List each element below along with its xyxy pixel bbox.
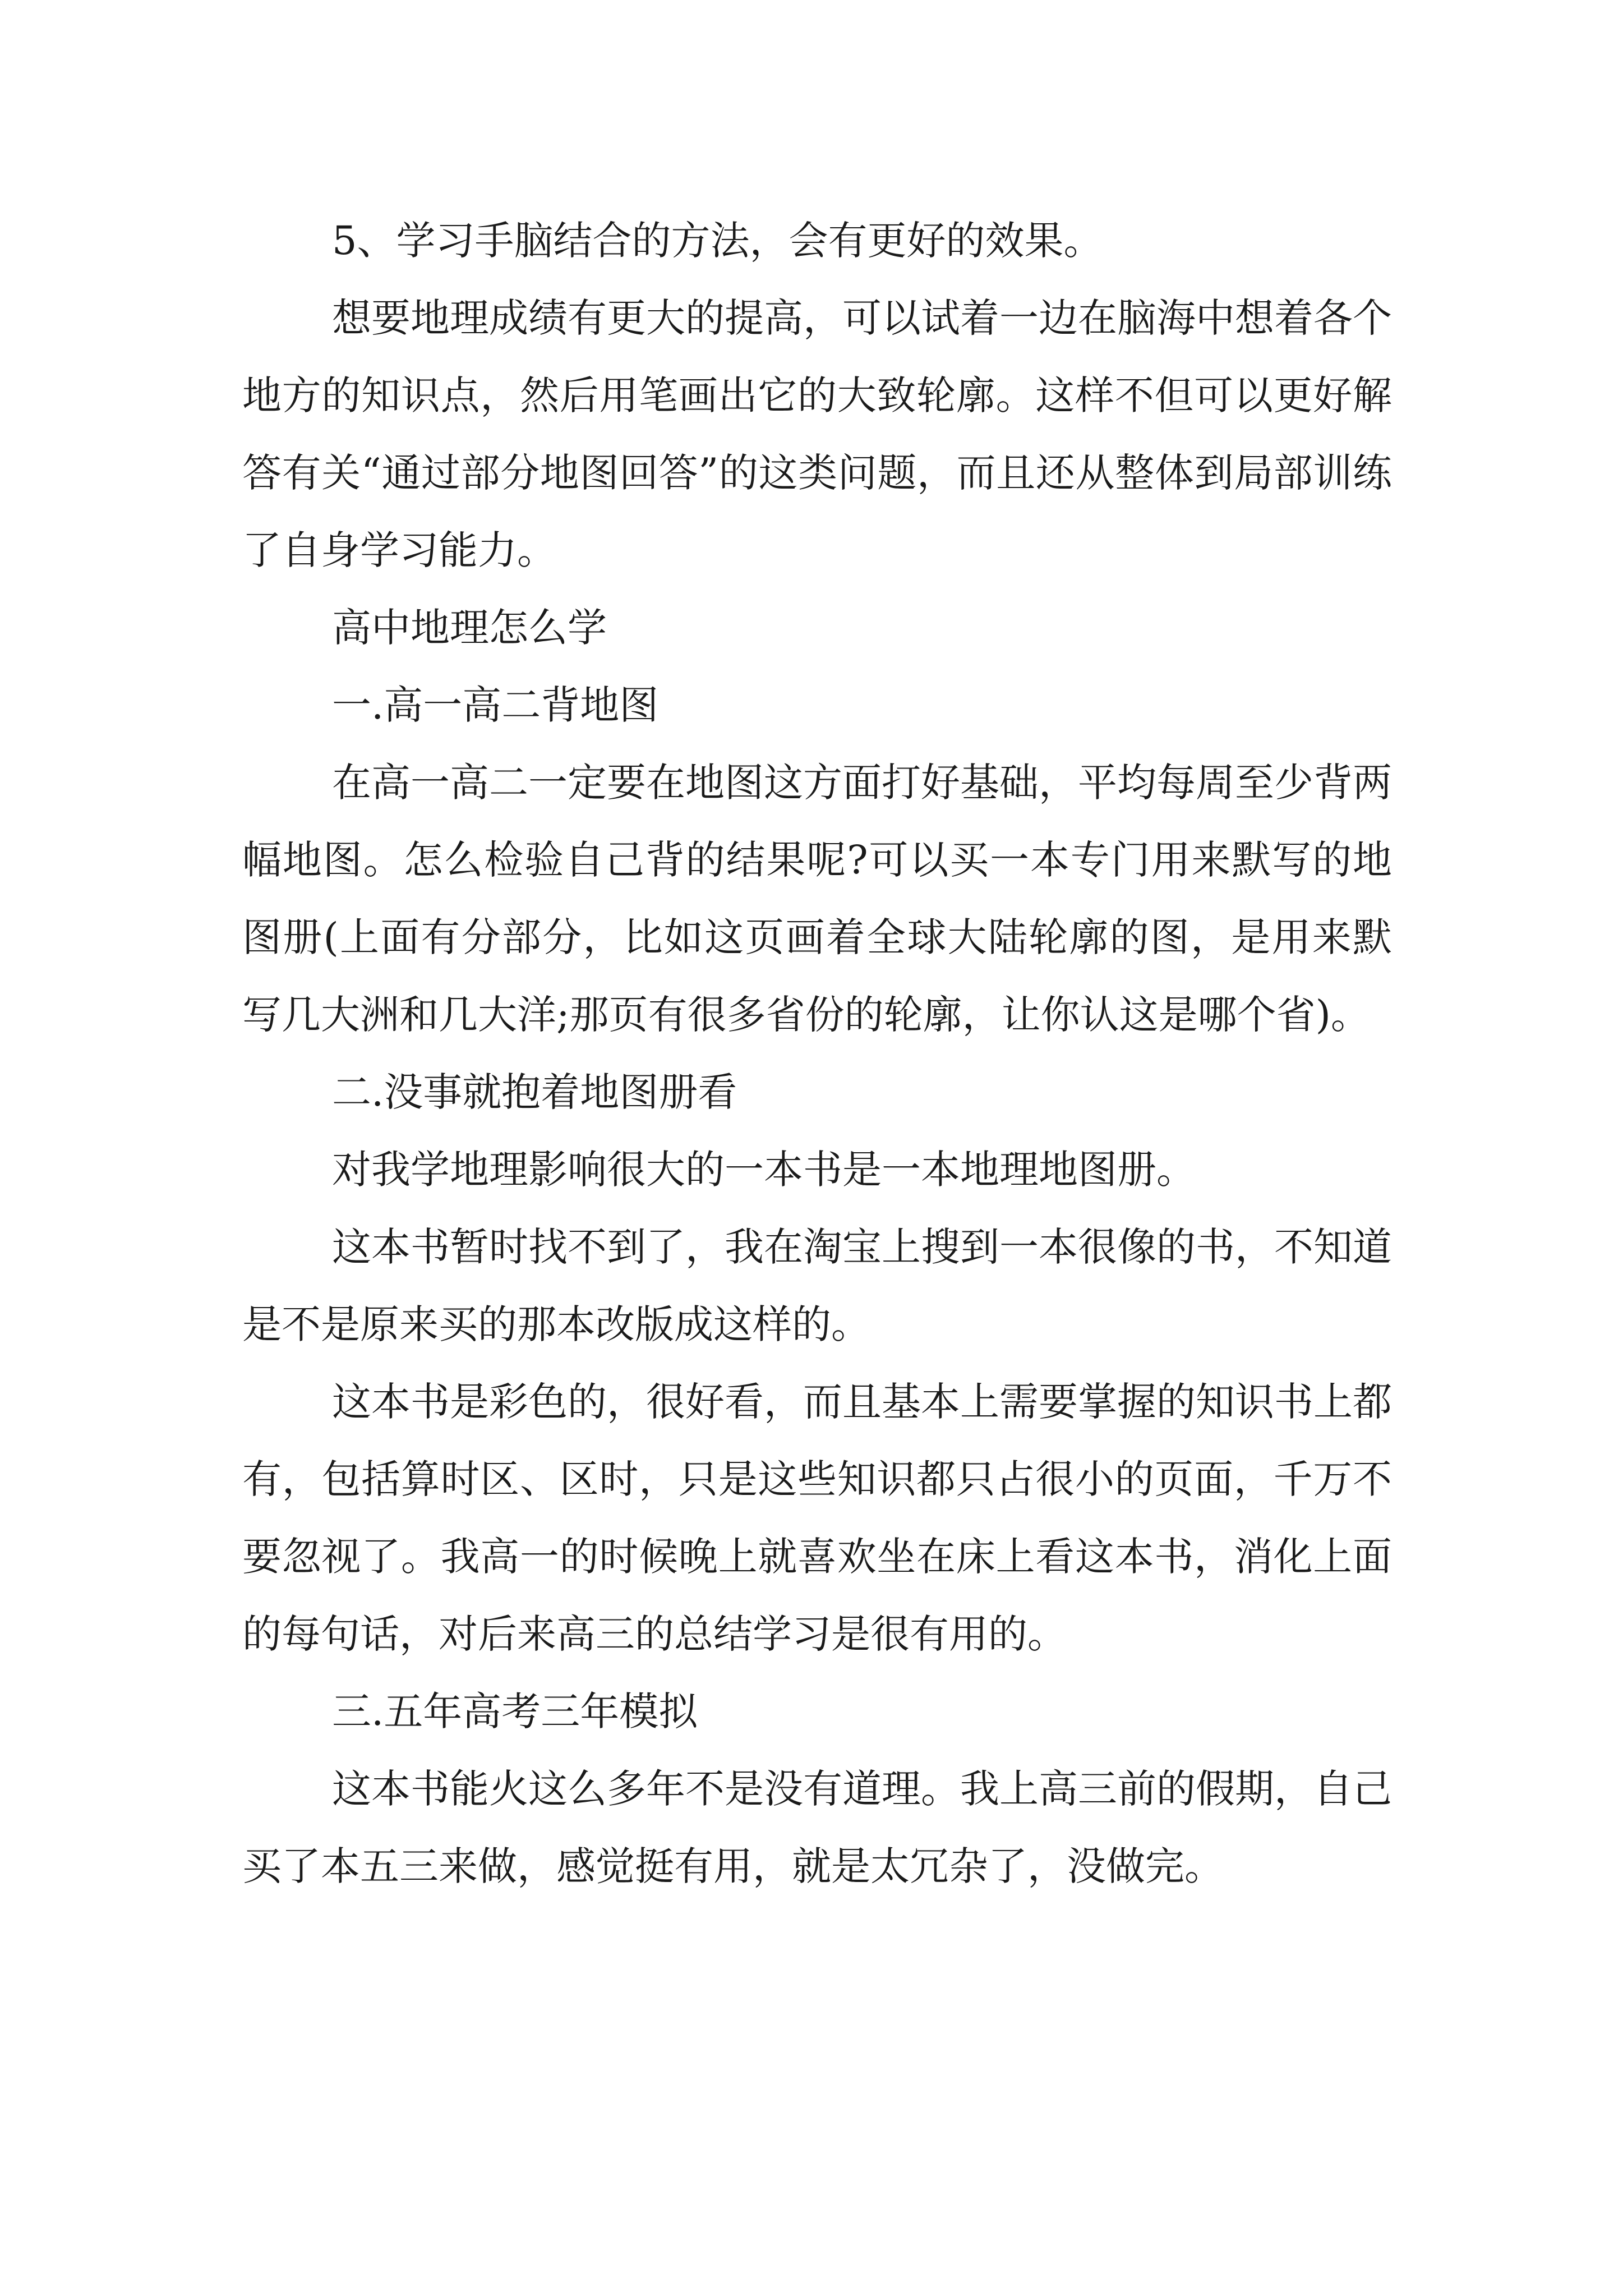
paragraph-map-drawing: 想要地理成绩有更大的提高，可以试着一边在脑海中想着各个地方的知识点，然后用笔画出它的大致轮廓。这样不但可以更好解答有关“通过部分地图回答”的这类问题，而且还从整体到局部训练了自身学习能力。 <box>242 295 1392 573</box>
subheading-3: 三.五年高考三年模拟 <box>332 1688 698 1734</box>
paragraph-atlas-search: 这本书暂时找不到了，我在淘宝上搜到一本很像的书，不知道是不是原来买的那本改版成这样的。 <box>242 1224 1392 1347</box>
paragraph-memorize-maps: 在高一高二一定要在地图这方面打好基础，平均每周至少背两幅地图。怎么检验自己背的结果呢?可以买一本专门用来默写的地图册(上面有分部分，比如这页画着全球大陆轮廓的图，是用来默写几大洲和几大洋;那页有很多省份的轮廓，让你认这是哪个省)。 <box>242 760 1392 1038</box>
section-heading: 高中地理怎么学 <box>332 605 607 651</box>
paragraph-atlas-intro: 对我学地理影响很大的一本书是一本地理地图册。 <box>332 1147 1196 1193</box>
paragraph-tip-5: 5、学习手脑结合的方法，会有更好的效果。 <box>332 218 1103 264</box>
subheading-2: 二.没事就抱着地图册看 <box>332 1069 737 1115</box>
document-body <box>242 202 1392 1905</box>
subheading-1: 一.高一高二背地图 <box>332 682 659 728</box>
paragraph-atlas-details: 这本书是彩色的，很好看，而且基本上需要掌握的知识书上都有，包括算时区、区时，只是这些知识都只占很小的页面，千万不要忽视了。我高一的时候晚上就喜欢坐在床上看这本书，消化上面的每句话，对后来高三的总结学习是很有用的。 <box>242 1379 1392 1657</box>
paragraph-wusan: 这本书能火这么多年不是没有道理。我上高三前的假期，自己买了本五三来做，感觉挺有用，就是太冗杂了，没做完。 <box>242 1766 1392 1889</box>
